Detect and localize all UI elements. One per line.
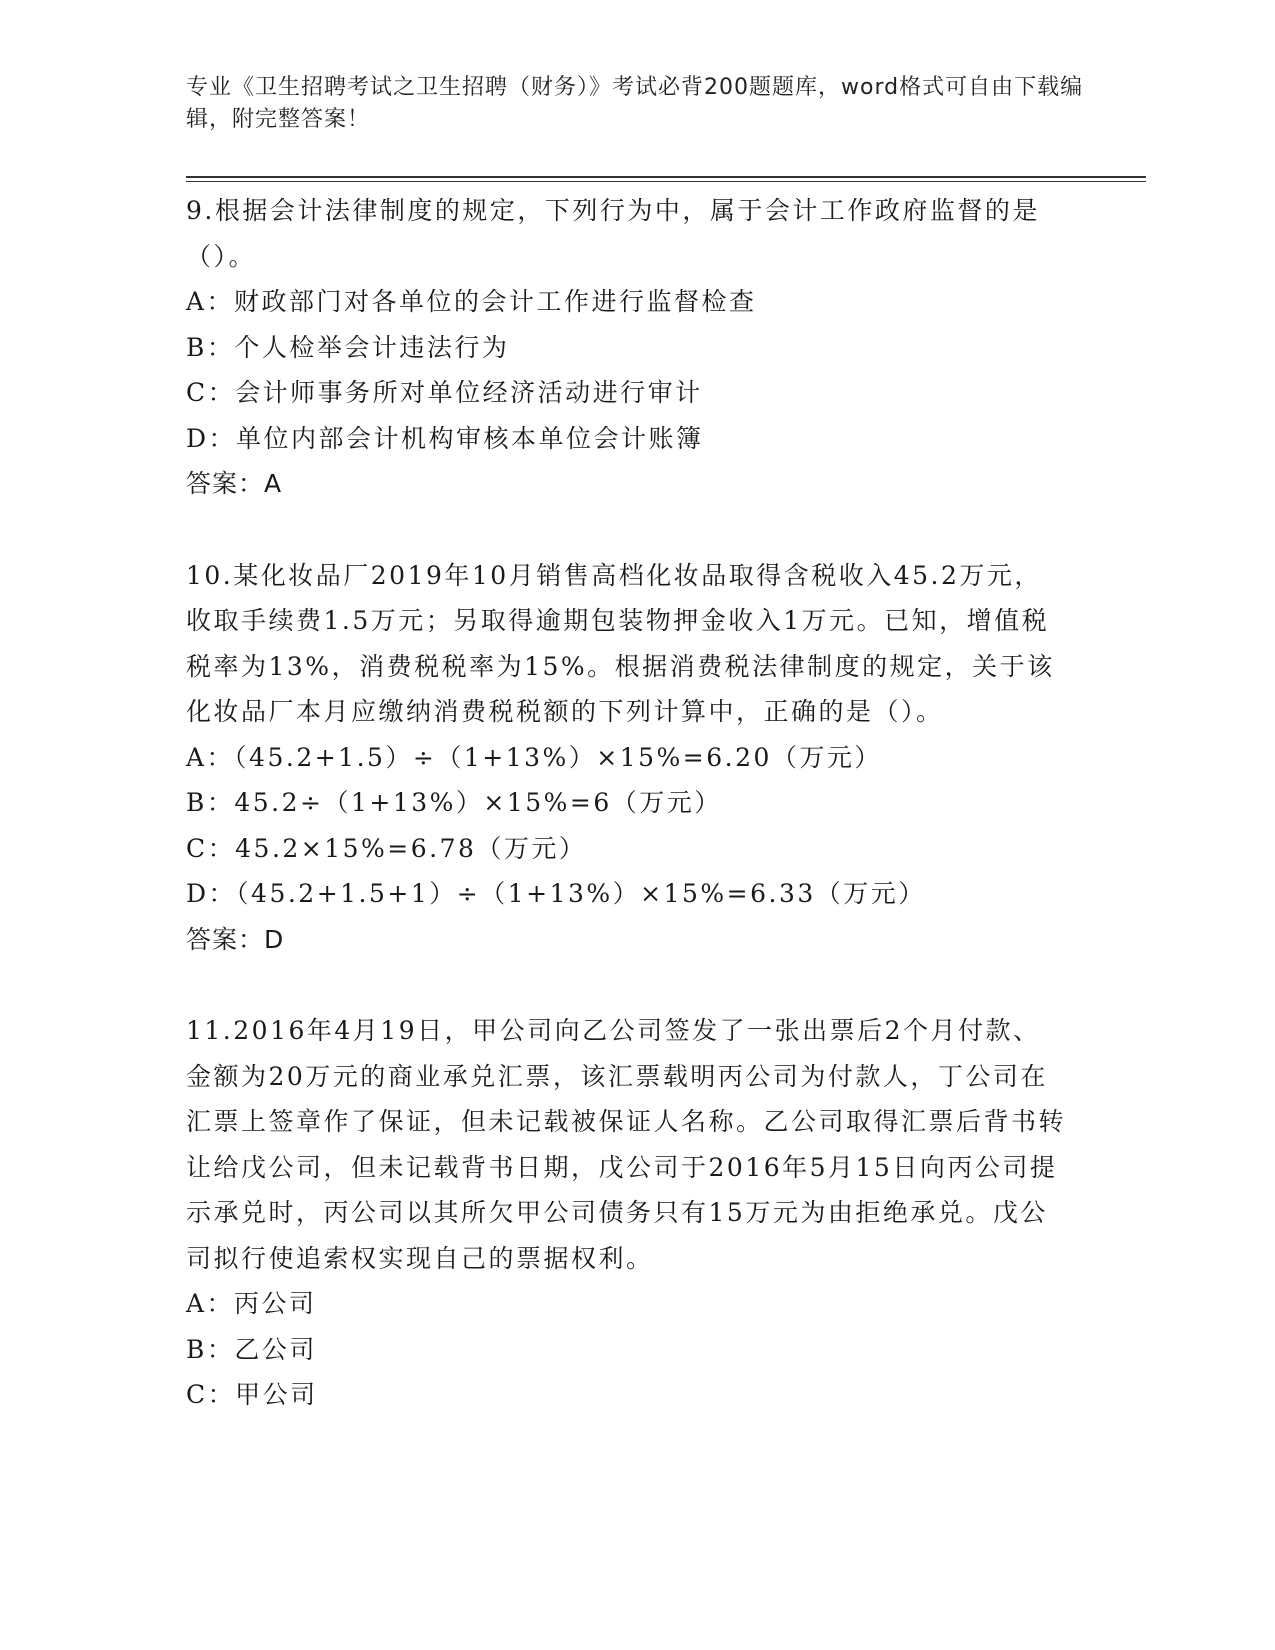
option-c: C：45.2×15%=6.78（万元） [186,833,587,863]
header-divider [186,176,1146,183]
option-b: B：45.2÷（1+13%）×15%=6（万元） [186,788,722,817]
question-list [186,188,1066,1464]
divider-line-thin [186,181,1146,182]
option-a: A：丙公司 [186,1289,317,1318]
option-b: B：个人检举会计违法行为 [186,332,510,362]
option-d: D：（45.2+1.5+1）÷（1+13%）×15%=6.33（万元） [186,879,926,908]
option-a: A：（45.2+1.5）÷（1+13%）×15%=6.20（万元） [186,742,882,772]
question-stem: 11.2016年4月19日，甲公司向乙公司签发了一张出票后2个月付款、金额为20万元的商业承兑汇票，该汇票载明丙公司为付款人，丁公司在汇票上签章作了保证，但未记载被保证人名称。乙公司取得汇票后背书转让给戊公司，但未记载背书日期，戊公司于2016年5月15日向丙公司提示承兑时，丙公司以其所欠甲公司债务只有15万元为由拒绝承兑。戊公司拟行使追索权实现自己的票据权利。 [186,1016,1067,1273]
option-d: D：单位内部会计机构审核本单位会计账簿 [186,423,704,453]
option-c: C：会计师事务所对单位经济活动进行审计 [186,378,703,407]
question-10 [186,553,1066,963]
option-a: A：财政部门对各单位的会计工作进行监督检查 [186,287,757,316]
divider-line-thick [186,176,1146,178]
question-stem: 10.某化妆品厂2019年10月销售高档化妆品取得含税收入45.2万元，收取手续费1.5万元；另取得逾期包装物押金收入1万元。已知，增值税税率为13%，消费税税率为15%。根据消费税法律制度的规定，关于该化妆品厂本月应缴纳消费税税额的下列计算中，正确的是（）。 [186,560,1055,726]
page-header: 专业《卫生招聘考试之卫生招聘（财务）》考试必背200题题库，word格式可自由下载编辑，附完整答案！ [186,75,1084,132]
question-stem: 9.根据会计法律制度的规定，下列行为中，属于会计工作政府监督的是（）。 [186,196,1040,271]
answer-line: 答案：D [186,924,285,954]
option-b: B：乙公司 [186,1334,317,1364]
answer-line: 答案：A [186,469,283,498]
question-9 [186,188,1066,507]
question-11 [186,1008,1066,1418]
option-c: C：甲公司 [186,1380,318,1409]
